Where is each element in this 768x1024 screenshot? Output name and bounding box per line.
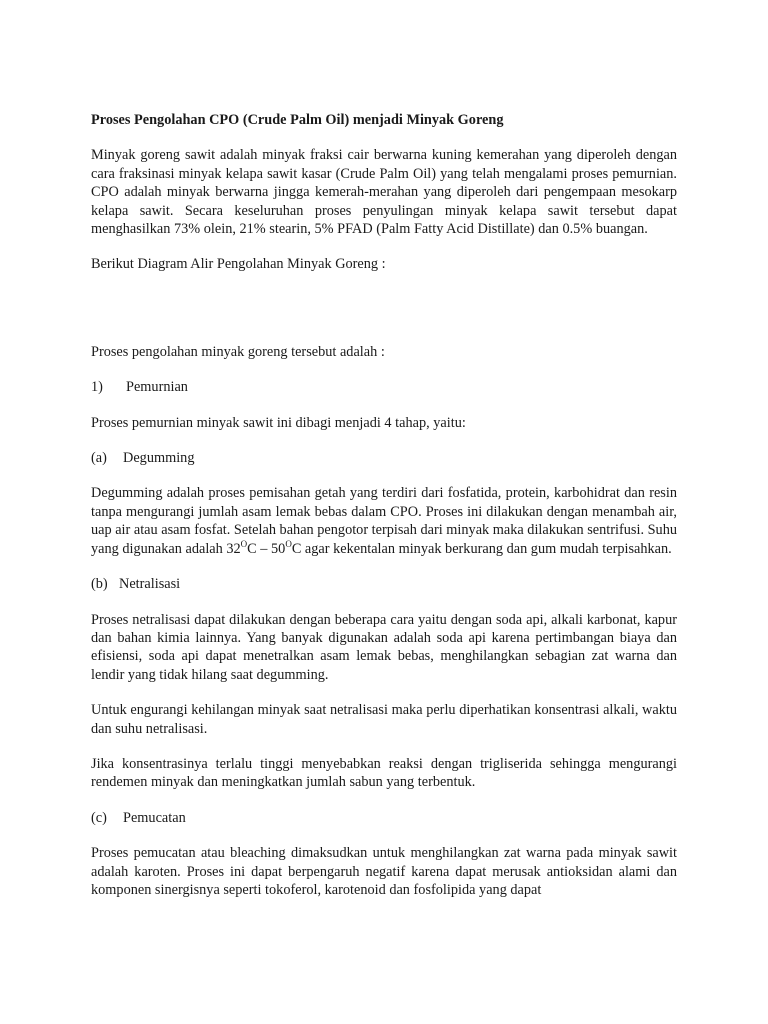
pemucatan-paragraph-1: Proses pemucatan atau bleaching dimaksudkan untuk menghilangkan zat warna pada minyak sawit adalah karoten. Proses ini dapat berpengaruh negatif karena dapat merusak antioksidan alami dan komponen sinergisnya seperti tokoferol, karotenoid dan fosfolipida yang dapat bbox=[91, 845, 677, 898]
degumming-paragraph bbox=[91, 484, 677, 558]
sub-b-number: (b) bbox=[91, 576, 108, 593]
section-1-label: Pemurnian bbox=[126, 379, 188, 396]
netralisasi-paragraph-1: Proses netralisasi dapat dilakukan dengan beberapa cara yaitu dengan soda api, alkali karbonat, kapur dan bahan kimia lainnya. Yang banyak digunakan adalah soda api karena pertimbangan biaya dan efisiensi, soda api dapat menetralkan asam lemak bebas, menghilangkan sebagian zat warna dan lendir yang tidak hilang saat degumming. bbox=[91, 611, 677, 683]
sub-b-heading bbox=[91, 575, 677, 593]
sub-a-label: Degumming bbox=[123, 450, 195, 467]
document-title: Proses Pengolahan CPO (Crude Palm Oil) menjadi Minyak Goreng bbox=[91, 112, 504, 128]
netralisasi-paragraph-3: Jika konsentrasinya terlalu tinggi menyebabkan reaksi dengan trigliserida sehingga mengurangi rendemen minyak dan meningkatkan jumlah sabun yang terbentuk. bbox=[91, 755, 677, 791]
section-1-intro: Proses pemurnian minyak sawit ini dibagi menjadi 4 tahap, yaitu: bbox=[91, 414, 466, 431]
degree-symbol-1: O bbox=[240, 538, 248, 549]
intro-paragraph: Minyak goreng sawit adalah minyak fraksi cair berwarna kuning kemerahan yang diperoleh dengan cara fraksinasi minyak kelapa sawit kasar (Crude Palm Oil) yang telah mengalami proses pemurnian. CPO adalah minyak berwarna jingga kemerah-merahan yang diperoleh dari pengempaan mesokarp kelapa sawit. Secara keseluruhan proses penyulingan minyak kelapa sawit tersebut dapat menghasilkan 73% olein, 21% stearin, 5% PFAD (Palm Fatty Acid Distillate) dan 0.5% buangan. bbox=[91, 147, 677, 238]
sub-a-heading bbox=[91, 449, 677, 467]
diagram-placeholder bbox=[91, 291, 677, 343]
section-1-number: 1) bbox=[91, 379, 103, 396]
diagram-caption: Berikut Diagram Alir Pengolahan Minyak Goreng : bbox=[91, 256, 386, 273]
section-1-heading bbox=[91, 378, 677, 396]
sub-a-number: (a) bbox=[91, 450, 107, 467]
degree-symbol-2: O bbox=[285, 538, 292, 549]
sub-c-label: Pemucatan bbox=[123, 809, 186, 826]
netralisasi-paragraph-2: Untuk engurangi kehilangan minyak saat netralisasi maka perlu diperhatikan konsentrasi alkali, waktu dan suhu netralisasi. bbox=[91, 702, 677, 737]
sub-c-number: (c) bbox=[91, 809, 107, 826]
process-intro: Proses pengolahan minyak goreng tersebut adalah : bbox=[91, 343, 385, 360]
document-page bbox=[91, 111, 677, 916]
sub-c-heading bbox=[91, 809, 677, 827]
degumming-text-post: C agar kekentalan minyak berkurang dan gum mudah terpisahkan. bbox=[291, 540, 672, 557]
sub-b-label: Netralisasi bbox=[119, 576, 181, 593]
degumming-text-mid: C – 50 bbox=[247, 540, 286, 557]
degumming-text-pre: Degumming adalah proses pemisahan getah yang terdiri dari fosfatida, protein, karbohidrat dan resin tanpa mengurangi jumlah asam lemak bebas dalam CPO. Proses ini dilakukan dengan menambah air, uap air atau asam fosfat. Setelah bahan pengotor terpisah dari minyak maka dilakukan sentrifusi. Suhu yang digunakan adalah 32 bbox=[91, 485, 677, 557]
